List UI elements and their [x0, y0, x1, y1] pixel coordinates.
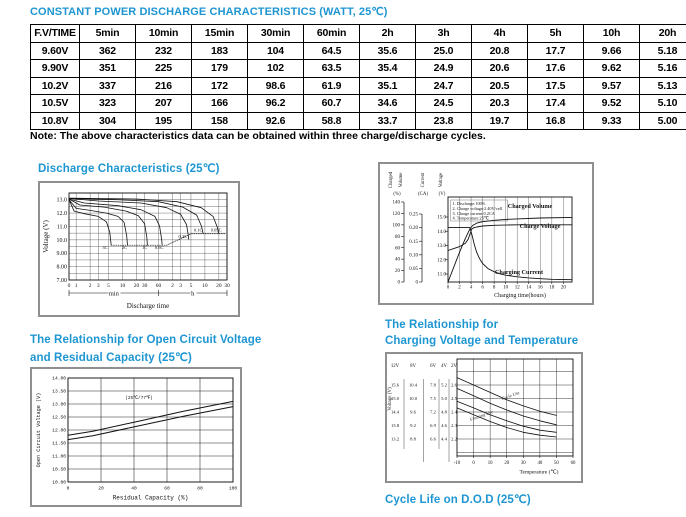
svg-text:12.50: 12.50	[52, 415, 66, 421]
data-cell: 351	[80, 60, 136, 78]
table-row	[31, 95, 686, 113]
svg-text:Floating Use: Floating Use	[469, 409, 494, 423]
data-cell: 23.8	[416, 112, 472, 130]
svg-text:14.00: 14.00	[52, 376, 66, 382]
data-cell: 25.0	[416, 42, 472, 60]
svg-text:10.50: 10.50	[52, 467, 66, 473]
svg-text:12.0: 12.0	[437, 258, 446, 264]
svg-text:Charged Volume: Charged Volume	[507, 203, 553, 210]
constant-power-discharge-table	[30, 24, 686, 130]
data-cell: 104	[248, 42, 304, 60]
data-cell: 20.3	[472, 95, 528, 113]
svg-text:20: 20	[560, 285, 566, 291]
svg-text:60: 60	[570, 461, 576, 466]
svg-text:30: 30	[520, 461, 526, 466]
svg-text:3C: 3C	[102, 245, 108, 251]
svg-text:14: 14	[526, 285, 532, 291]
data-cell: 9.62	[584, 60, 640, 78]
data-cell: 20.6	[472, 60, 528, 78]
svg-text:10: 10	[119, 283, 126, 289]
data-cell: 20.8	[472, 42, 528, 60]
svg-text:10: 10	[503, 285, 509, 291]
table-header-cell: 30min	[248, 25, 304, 43]
svg-text:0.1C: 0.1C	[193, 227, 203, 233]
svg-text:80: 80	[197, 486, 203, 492]
data-cell: 17.6	[528, 60, 584, 78]
data-cell: 61.9	[304, 77, 360, 95]
svg-text:0: 0	[67, 283, 71, 289]
table-header-cell: 3h	[416, 25, 472, 43]
svg-text:14.4: 14.4	[390, 409, 400, 415]
data-cell: 5.18	[640, 42, 686, 60]
svg-text:60: 60	[164, 486, 170, 492]
svg-text:12.00: 12.00	[52, 428, 66, 434]
data-cell: 17.7	[528, 42, 584, 60]
table-header-cell: F.V/TIME	[31, 25, 80, 43]
svg-text:Current: Current	[421, 172, 426, 188]
svg-text:Volume: Volume	[399, 172, 404, 188]
page-title: CONSTANT POWER DISCHARGE CHARACTERISTICS (WATT, 25℃)	[30, 6, 388, 18]
svg-text:15.0: 15.0	[390, 396, 400, 402]
data-cell: 323	[80, 95, 136, 113]
row-header-cell: 10.5V	[31, 95, 80, 113]
svg-text:Open Circuit Voltage (V): Open Circuit Voltage (V)	[36, 392, 42, 468]
data-cell: 24.7	[416, 77, 472, 95]
svg-text:3: 3	[179, 283, 183, 289]
svg-text:Residual Capacity (%): Residual Capacity (%)	[112, 494, 189, 502]
svg-text:Temperature (℃): Temperature (℃)	[519, 469, 559, 476]
svg-text:6.6: 6.6	[430, 436, 436, 442]
svg-text:4: 4	[469, 285, 473, 291]
svg-text:100: 100	[392, 223, 400, 229]
svg-text:7.8: 7.8	[430, 382, 436, 388]
table-header-cell: 20h	[640, 25, 686, 43]
svg-text:20: 20	[98, 486, 104, 492]
svg-text:(%): (%)	[393, 192, 401, 197]
svg-text:0.05: 0.05	[409, 267, 418, 272]
svg-text:Voltage (V): Voltage (V)	[42, 220, 50, 253]
svg-text:60: 60	[395, 246, 400, 252]
data-cell: 35.4	[360, 60, 416, 78]
data-cell: 33.7	[360, 112, 416, 130]
table-header-cell: 60min	[304, 25, 360, 43]
table-header-cell: 5h	[528, 25, 584, 43]
data-cell: 102	[248, 60, 304, 78]
svg-text:(25℃/77℉): (25℃/77℉)	[125, 396, 153, 401]
svg-text:6: 6	[481, 285, 484, 291]
svg-text:Voltage (V): Voltage (V)	[388, 387, 393, 411]
svg-text:10.0: 10.0	[56, 237, 67, 244]
svg-text:2.6: 2.6	[451, 382, 457, 388]
svg-text:0.15: 0.15	[409, 239, 418, 245]
svg-text:2. Charge voltage:2.40V/cell: 2. Charge voltage:2.40V/cell	[452, 205, 503, 211]
svg-text:2: 2	[171, 283, 174, 289]
svg-text:Charge Voltage: Charge Voltage	[519, 223, 561, 230]
ocv-chart-svg	[32, 369, 240, 505]
svg-text:20: 20	[216, 283, 222, 289]
svg-text:13.0: 13.0	[56, 197, 67, 204]
svg-text:7.00: 7.00	[56, 278, 67, 284]
svg-text:0.05C: 0.05C	[210, 227, 222, 233]
svg-text:50: 50	[554, 461, 559, 466]
svg-text:40: 40	[395, 257, 400, 263]
data-cell: 216	[136, 77, 192, 95]
svg-text:4.4: 4.4	[441, 436, 447, 442]
table-row	[31, 112, 686, 130]
charge-chart-svg	[380, 164, 592, 303]
svg-text:2: 2	[458, 285, 461, 291]
svg-text:11.0: 11.0	[437, 272, 446, 278]
data-cell: 172	[192, 77, 248, 95]
svg-text:4.8: 4.8	[441, 409, 447, 415]
svg-text:0.10: 0.10	[409, 253, 418, 259]
svg-text:Voltage: Voltage	[439, 172, 444, 188]
data-cell: 60.7	[304, 95, 360, 113]
svg-text:5: 5	[189, 283, 193, 289]
svg-text:2.3: 2.3	[451, 423, 457, 429]
svg-text:0.20: 0.20	[409, 226, 418, 232]
svg-text:6.9: 6.9	[430, 423, 436, 429]
svg-text:16: 16	[537, 285, 543, 291]
data-cell: 362	[80, 42, 136, 60]
table-header-cell: 15min	[192, 25, 248, 43]
svg-text:(V): (V)	[438, 192, 446, 197]
data-cell: 9.52	[584, 95, 640, 113]
svg-text:18: 18	[549, 285, 555, 291]
svg-text:10.0: 10.0	[408, 396, 418, 402]
svg-text:0: 0	[397, 280, 400, 286]
svg-text:15.0: 15.0	[437, 215, 446, 221]
svg-text:0.25: 0.25	[409, 212, 418, 218]
svg-text:4.6: 4.6	[441, 423, 447, 429]
svg-text:15.6: 15.6	[390, 382, 400, 388]
svg-text:5.0: 5.0	[441, 396, 447, 402]
data-cell: 195	[136, 112, 192, 130]
data-cell: 16.8	[528, 112, 584, 130]
svg-text:2.5: 2.5	[451, 396, 457, 402]
svg-text:13.50: 13.50	[52, 389, 66, 395]
svg-text:7.2: 7.2	[430, 409, 436, 415]
svg-text:10.00: 10.00	[52, 480, 66, 486]
data-cell: 17.5	[528, 77, 584, 95]
svg-text:Charging time(hours): Charging time(hours)	[494, 293, 546, 299]
row-header-cell: 9.90V	[31, 60, 80, 78]
data-cell: 24.5	[416, 95, 472, 113]
ocv-residual-capacity-chart	[30, 367, 242, 507]
data-cell: 166	[192, 95, 248, 113]
svg-text:0.6C: 0.6C	[154, 245, 164, 251]
table-row	[31, 42, 686, 60]
svg-text:14.0: 14.0	[437, 229, 446, 235]
data-cell: 92.6	[248, 112, 304, 130]
svg-text:7.5: 7.5	[430, 396, 436, 402]
data-cell: 5.16	[640, 60, 686, 78]
svg-text:0: 0	[472, 461, 475, 466]
svg-text:20: 20	[133, 283, 140, 289]
svg-text:120: 120	[392, 212, 400, 218]
row-header-cell: 10.2V	[31, 77, 80, 95]
svg-text:Cycle Use: Cycle Use	[500, 390, 521, 402]
svg-text:9.00: 9.00	[56, 251, 67, 258]
svg-text:40: 40	[131, 486, 137, 492]
data-cell: 19.7	[472, 112, 528, 130]
data-cell: 232	[136, 42, 192, 60]
svg-text:0.2C: 0.2C	[178, 234, 188, 240]
svg-text:1. Discharge:100%: 1. Discharge:100%	[452, 201, 486, 206]
svg-text:100: 100	[228, 486, 238, 492]
cycle-life-title: Cycle Life on D.O.D (25℃)	[385, 494, 531, 506]
charging-voltage-temperature-chart	[385, 352, 583, 483]
svg-text:20: 20	[395, 269, 400, 275]
svg-text:6V: 6V	[430, 364, 436, 369]
svg-text:(CA): (CA)	[418, 192, 428, 197]
svg-text:1C: 1C	[141, 245, 148, 251]
svg-text:12: 12	[514, 285, 520, 291]
svg-text:h: h	[191, 290, 195, 298]
data-cell: 17.4	[528, 95, 584, 113]
table-note: Note: The above characteristics data can be obtained within three charge/discharge cycles.	[30, 130, 486, 142]
data-cell: 34.6	[360, 95, 416, 113]
svg-text:2V: 2V	[451, 364, 457, 369]
svg-text:30: 30	[224, 283, 230, 289]
svg-text:min: min	[108, 290, 119, 298]
data-cell: 207	[136, 95, 192, 113]
svg-text:12.0: 12.0	[56, 211, 67, 218]
discharge-chart	[38, 181, 240, 317]
table-header-cell: 10h	[584, 25, 640, 43]
data-cell: 98.6	[248, 77, 304, 95]
svg-text:9.2: 9.2	[410, 423, 416, 429]
svg-text:40: 40	[537, 461, 543, 466]
svg-text:8V: 8V	[410, 364, 416, 369]
data-cell: 158	[192, 112, 248, 130]
data-cell: 225	[136, 60, 192, 78]
table-row	[31, 77, 686, 95]
svg-text:8: 8	[492, 285, 496, 291]
svg-text:2C: 2C	[121, 245, 128, 251]
data-cell: 63.5	[304, 60, 360, 78]
table-header-cell: 2h	[360, 25, 416, 43]
data-cell: 183	[192, 42, 248, 60]
charging-temp-chart-title-line2: Charging Voltage and Temperature	[385, 335, 579, 347]
svg-text:140: 140	[392, 200, 400, 206]
svg-text:10: 10	[487, 461, 493, 466]
data-cell: 9.57	[584, 77, 640, 95]
data-cell: 20.5	[472, 77, 528, 95]
svg-text:0: 0	[446, 285, 450, 291]
svg-text:3: 3	[96, 283, 100, 289]
data-cell: 35.1	[360, 77, 416, 95]
row-header-cell: 9.60V	[31, 42, 80, 60]
svg-text:12V: 12V	[390, 364, 400, 369]
data-cell: 58.8	[304, 112, 360, 130]
row-header-cell: 10.8V	[31, 112, 80, 130]
svg-text:2.4: 2.4	[451, 409, 457, 415]
data-cell: 9.33	[584, 112, 640, 130]
data-cell: 337	[80, 77, 136, 95]
data-cell: 9.66	[584, 42, 640, 60]
svg-text:-10: -10	[453, 461, 461, 466]
data-cell: 24.9	[416, 60, 472, 78]
data-cell: 64.5	[304, 42, 360, 60]
svg-text:13.00: 13.00	[52, 402, 66, 408]
table-row	[31, 60, 686, 78]
svg-text:4V: 4V	[441, 364, 447, 369]
svg-text:8.00: 8.00	[56, 264, 67, 271]
discharge-chart-svg	[40, 183, 238, 315]
charging-temp-chart-title-line1: The Relationship for	[385, 319, 499, 331]
table-header-cell: 5min	[80, 25, 136, 43]
svg-text:80: 80	[395, 234, 400, 240]
svg-text:11.00: 11.00	[52, 454, 66, 460]
svg-text:4. Temperature:25℃: 4. Temperature:25℃	[452, 215, 489, 221]
svg-text:0: 0	[415, 280, 418, 286]
svg-text:10.4: 10.4	[408, 382, 418, 388]
svg-text:2: 2	[88, 283, 92, 289]
ocv-chart-title-line2: and Residual Capacity (25℃)	[30, 352, 192, 364]
svg-text:20: 20	[504, 461, 510, 466]
svg-text:13.0: 13.0	[437, 244, 446, 250]
svg-text:5: 5	[107, 283, 110, 289]
svg-text:3. Charge current:0.2CA: 3. Charge current:0.2CA	[452, 210, 495, 216]
table-header-cell: 4h	[472, 25, 528, 43]
data-cell: 5.13	[640, 77, 686, 95]
svg-text:2.2: 2.2	[451, 436, 457, 442]
svg-text:11.0: 11.0	[56, 224, 67, 231]
svg-text:13.8: 13.8	[390, 423, 400, 429]
data-cell: 96.2	[248, 95, 304, 113]
svg-text:0: 0	[66, 486, 70, 492]
discharge-chart-title: Discharge Characteristics (25℃)	[38, 163, 220, 175]
data-cell: 35.6	[360, 42, 416, 60]
svg-text:Discharge time: Discharge time	[126, 302, 170, 310]
table-header-cell: 10min	[136, 25, 192, 43]
svg-text:Charged: Charged	[389, 171, 394, 189]
data-cell: 179	[192, 60, 248, 78]
svg-text:11.50: 11.50	[52, 441, 66, 447]
svg-text:8.8: 8.8	[410, 436, 416, 442]
data-cell: 5.00	[640, 112, 686, 130]
data-cell: 304	[80, 112, 136, 130]
svg-text:13.2: 13.2	[390, 436, 400, 442]
svg-text:10: 10	[202, 283, 208, 289]
ocv-chart-title-line1: The Relationship for Open Circuit Voltage	[30, 334, 262, 346]
svg-text:Charging Current: Charging Current	[494, 269, 544, 276]
data-cell: 5.10	[640, 95, 686, 113]
svg-text:30: 30	[141, 283, 148, 289]
svg-text:1: 1	[74, 283, 78, 289]
charge-characteristics-chart	[378, 162, 594, 305]
temp-chart-svg	[387, 354, 581, 481]
svg-text:9.6: 9.6	[410, 409, 416, 415]
svg-text:60: 60	[155, 283, 162, 289]
svg-text:5.2: 5.2	[441, 382, 447, 388]
